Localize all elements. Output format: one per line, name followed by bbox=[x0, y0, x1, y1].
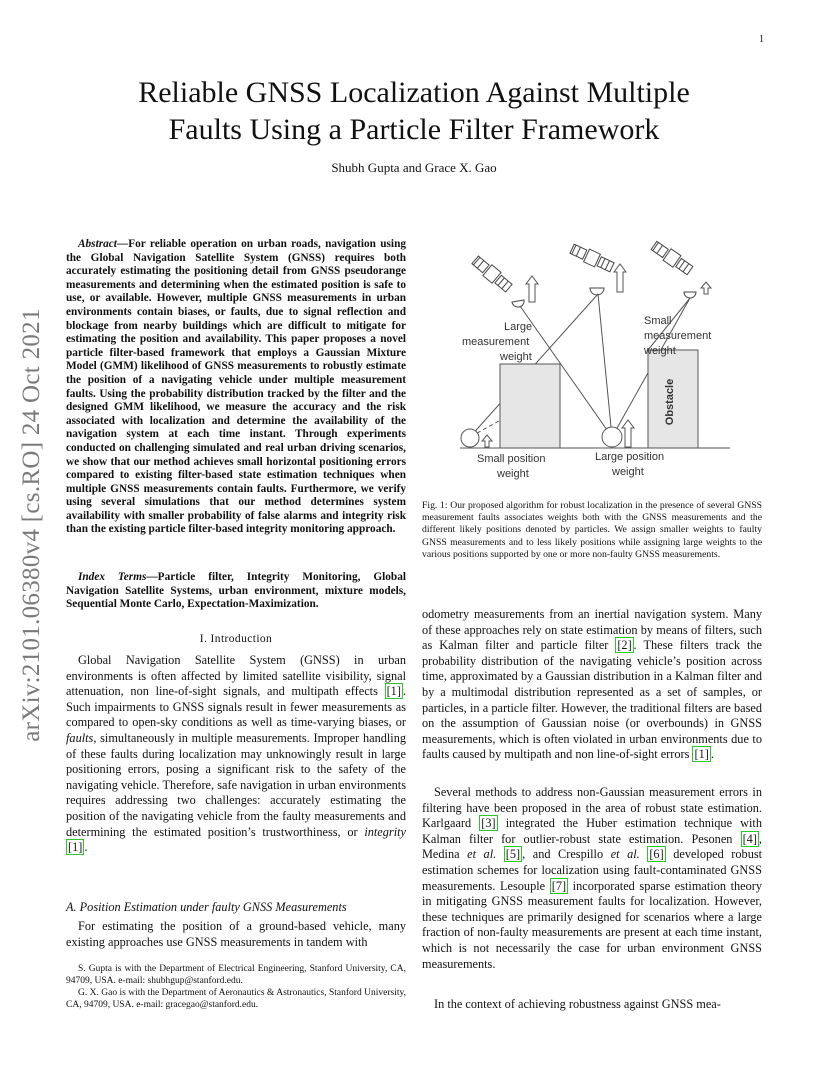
footnotes bbox=[66, 963, 406, 1011]
figure-1-diagram bbox=[440, 232, 746, 487]
label-large-measurement: Large bbox=[504, 321, 533, 333]
text-run: developed robust estimation schemes for localization using fault-contaminated GNSS measurements. Lesouple bbox=[422, 847, 763, 893]
text-run bbox=[496, 847, 504, 861]
small-weight-arrow-icon bbox=[701, 282, 711, 294]
text-run: . bbox=[84, 840, 88, 855]
label-small-position: Small position bbox=[477, 453, 546, 465]
citation-link[interactable]: [4] bbox=[742, 831, 757, 846]
index-terms bbox=[66, 571, 406, 612]
large-weight-arrow-icon bbox=[526, 276, 538, 302]
right-paragraph-3: In the context of achieving robustness against GNSS mea- bbox=[434, 997, 721, 1011]
text-run: . Such impairments to GNSS signals result in fewer measurements as compared to open-sky conditions as well as time-varying biases, or bbox=[66, 684, 406, 730]
emphasis-text: integrity bbox=[364, 824, 406, 839]
figure-caption: Fig. 1: Our proposed algorithm for robust localization in the presence of several GNSS measurement faults associates weights both with the GNSS measurements and the different likely positions denoted by particles. We assign smaller weights to faulty GNSS measurements and to less likely positions while assigning large weights to the various positions supported by one or more non-faulty GNSS measurements. bbox=[422, 500, 762, 560]
right-paragraph-1 bbox=[422, 607, 762, 763]
text-run: , Medina bbox=[422, 831, 762, 862]
paper-title bbox=[60, 74, 768, 148]
citation-link[interactable]: [6] bbox=[649, 847, 664, 862]
label-large-position: weight bbox=[612, 466, 644, 478]
text-run: Global Navigation Satellite System (GNSS) in urban environments is often affected by limited satellite visibility, signal attenuation, non line-of-sight signals, and multipath effects bbox=[66, 653, 406, 699]
citation-link[interactable]: [3] bbox=[481, 816, 496, 831]
citation-link[interactable]: [1] bbox=[68, 840, 83, 855]
antenna-icon bbox=[684, 292, 696, 298]
particle-large bbox=[602, 427, 622, 447]
section-heading-introduction: I. Introduction bbox=[199, 633, 273, 645]
emphasis-text: et al. bbox=[467, 847, 497, 862]
paper-title-line-1: Reliable GNSS Localization Against Multiple bbox=[138, 76, 690, 109]
abstract-label: Abstract bbox=[78, 238, 117, 250]
text-run: incorporated sparse estimation theory in mitigating GNSS measurement faults for localization. However, these techniques are primarily designed for scenarios where a large fraction of non-faulty measurements are present at each time instant, which is not necessarily the case for urban environment GNSS measurements. bbox=[422, 878, 763, 971]
citation-link[interactable]: [2] bbox=[617, 638, 632, 653]
large-weight-arrow-icon bbox=[614, 264, 626, 292]
label-large-measurement: weight bbox=[500, 351, 532, 363]
text-run: . bbox=[710, 747, 714, 762]
authors: Shubh Gupta and Grace X. Gao bbox=[331, 160, 497, 175]
footnote-1: S. Gupta is with the Department of Electrical Engineering, Stanford University, CA, 94709, USA. e-mail: shubhgup@stanford.edu. bbox=[66, 964, 406, 986]
footnote-2: G. X. Gao is with the Department of Aeronautics & Astronautics, Stanford University, CA, 94709, USA. e-mail: gracegao@stanford.edu. bbox=[66, 988, 406, 1010]
text-run: integrated the Huber estimation technique with Kalman filter for outlier-robust state estimation. Pesonen bbox=[422, 816, 762, 846]
index-terms-text: —Particle filter, Integrity Monitoring, Global Navigation Satellite Systems, urban environment, mixture models, Sequential Monte Carlo, Expectation-Maximization. bbox=[66, 571, 406, 611]
citation-link[interactable]: [1] bbox=[694, 747, 709, 762]
particle-small bbox=[461, 429, 479, 447]
text-run: Several methods to address non-Gaussian measurement errors in filtering have been proposed in the area of robust state estimation. Karlgaard bbox=[422, 785, 762, 831]
abstract-text: —For reliable operation on urban roads, navigation using the Global Navigation Satellite System (GNSS) requires both accurately estimating the positioning detail from GNSS pseudorange measurements and determining when the estimated position is safe to use, or available. However, multiple GNSS measurements in urban environments contain biases, or faults, due to signal reflection and blockage from nearby buildings which are difficult to mitigate for estimating the position and availability. This paper proposes a novel particle filter-based framework that employs a Gaussian Mixture Model (GMM) likelihood of GNSS measurements to robustly estimate the position of a navigating vehicle under multiple measurement faults. Using the probability distribution tracked by the filter and the designed GMM likelihood, we measure the accuracy and the risk associated with localization and determine the availability of the navigation system at each time instant. Through experiments conducted on challenging simulated and real urban driving scenarios, we show that our method achieves small horizontal positioning errors compared to existing filter-based state estimation techniques when multiple GNSS measurements contain faults. Furthermore, we verify using several simulations that our method determines system availability with smaller probability of false alarms and integrity risk than the existing particle filter-based integrity monitoring approach. bbox=[66, 238, 406, 536]
small-weight-arrow-icon bbox=[482, 435, 492, 447]
index-terms-label: Index Terms bbox=[78, 571, 147, 583]
right-paragraph-2 bbox=[422, 785, 762, 972]
building-left bbox=[500, 364, 560, 448]
label-large-position: Large position bbox=[595, 451, 665, 463]
citation-link[interactable]: [1] bbox=[386, 684, 401, 699]
label-large-measurement: measurement bbox=[462, 336, 530, 348]
antenna-icon bbox=[590, 288, 604, 295]
signal-line bbox=[598, 294, 612, 437]
paper-title-line-2: Faults Using a Particle Filter Framework bbox=[168, 113, 660, 146]
label-small-position: weight bbox=[497, 468, 529, 480]
large-weight-arrow-icon bbox=[622, 420, 634, 447]
intro-paragraph-2: For estimating the position of a ground-based vehicle, many existing approaches use GNSS measurements in tandem with bbox=[66, 919, 406, 949]
abstract bbox=[66, 238, 406, 537]
label-small-measurement: measurement bbox=[644, 330, 712, 342]
satellite-icon bbox=[569, 242, 615, 273]
emphasis-text: faults bbox=[66, 730, 94, 745]
antenna-icon bbox=[512, 300, 524, 307]
citation-link[interactable]: [5] bbox=[505, 847, 521, 862]
subsection-heading: A. Position Estimation under faulty GNSS Measurements bbox=[66, 900, 347, 914]
label-small-measurement: weight bbox=[644, 345, 676, 357]
page-number: 1 bbox=[759, 34, 764, 45]
text-run: , simultaneously in multiple measurements. Improper handling of these faults during localization may unknowingly result in large positioning errors, posing a significant risk to the safety of the navigating vehicle. Therefore, safe navigation in urban environments requires addressing two challenges: accurately estimating the position of the navigating vehicle from the faulty measurements and determining the estimated position’s trustworthiness, or bbox=[66, 730, 406, 839]
satellite-icon bbox=[650, 240, 694, 277]
citation-link[interactable]: [7] bbox=[551, 878, 567, 893]
arxiv-identifier-text: arXiv:2101.06380v4 [cs.RO] 24 Oct 2021 bbox=[18, 308, 45, 742]
figure-1 bbox=[440, 232, 746, 487]
satellite-icon bbox=[471, 254, 514, 293]
emphasis-text: et al. bbox=[610, 847, 640, 862]
text-run: odometry measurements from an inertial navigation system. Many of these approaches rely on state estimation by means of filters, such as Kalman filter and particle filter bbox=[422, 607, 762, 653]
text-run: . These filters track the probability distribution of the navigating vehicle’s position across time, approximated by a Gaussian distribution in a Kalman filter and by a multimodal distribution represented as a set of samples, or particles, in a particle filter. However, the traditional filters are based on the assumption of Gaussian noise (or overbounds) in GNSS measurements, which is often violated in urban environments due to faults caused by multipath and non line-of-sight errors bbox=[422, 638, 762, 762]
arxiv-identifier bbox=[6, 285, 58, 765]
label-obstacle: Obstacle bbox=[664, 378, 676, 426]
label-small-measurement: Small bbox=[644, 315, 672, 327]
intro-paragraph-1 bbox=[66, 653, 406, 856]
text-run: , and Crespillo bbox=[522, 847, 611, 862]
